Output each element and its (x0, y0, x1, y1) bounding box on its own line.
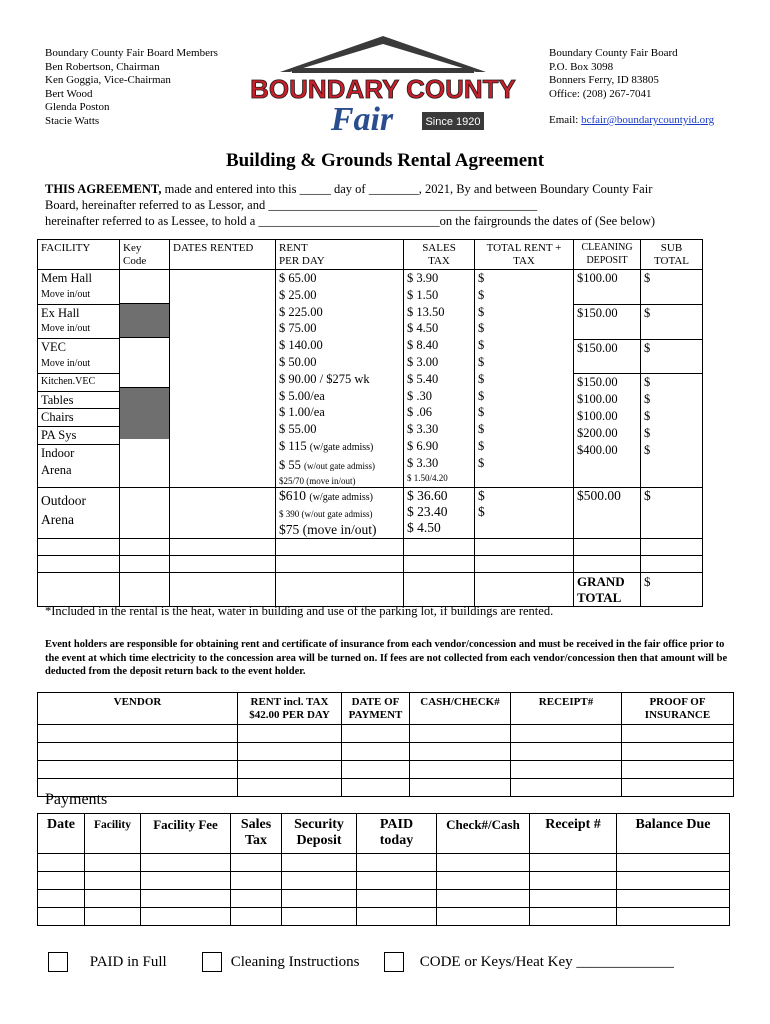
tax-value: $ 5.40 (407, 371, 439, 386)
facility-name: Ex Hall (38, 304, 119, 322)
grand-total-row (38, 572, 703, 606)
facility-name: Arena (41, 511, 74, 527)
paid-in-full-label: PAID in Full (89, 953, 167, 970)
col-cleaning: CLEANING DEPOSIT (574, 240, 641, 270)
facility-name: PA Sys (38, 426, 119, 444)
table-row[interactable] (38, 890, 730, 908)
col-total: TOTAL RENT + TAX (475, 240, 574, 270)
table-row[interactable] (38, 743, 734, 761)
key-code-cell[interactable] (120, 270, 170, 488)
logo-title: BOUNDARY COUNTY (250, 74, 516, 104)
facility-name: Mem Hall (41, 271, 93, 285)
agreement-line: hereinafter referred to as Lessee, to hold a _____________________________on the fairgrounds the dates of (See below) (45, 214, 656, 228)
board-members (45, 47, 218, 128)
subtotal-cell[interactable]: $ $ $ $ $ $ $ $ (641, 270, 703, 488)
vendor-notice: Event holders are responsible for obtaining rent and certificate of insurance from each vendor/concession and must be received in the fair office prior to the event at which time electricity to the concession area will be turned on. If fees are not collected from each vendor/concession then that amount will be deducted from the deposit return back to the event holder. (45, 639, 728, 677)
member-name: Ken Goggia, Vice-Chairman (45, 74, 171, 86)
grand-total-label: GRAND TOTAL (574, 572, 641, 606)
rent-note: (w/gate admiss) (309, 441, 374, 453)
col-sales-tax: SALES TAX (404, 240, 475, 270)
rent-value: $ 50.00 (279, 354, 317, 369)
tax-value: $ 36.60 (407, 487, 448, 503)
col-proof-insurance: PROOF OF INSURANCE (622, 693, 734, 725)
tax-value: $ 3.30 (407, 455, 439, 470)
tax-value: $ 3.90 (407, 271, 439, 285)
included-note: *Included in the rental is the heat, water in building and use of the parking lot, if buildings are rented. (45, 604, 554, 618)
payments-header-row (38, 814, 730, 854)
col-balance-due: Balance Due (617, 814, 730, 854)
code-keys-option[interactable] (384, 952, 674, 972)
tax-value: $ 1.50 (407, 287, 439, 302)
col-security-deposit: Security Deposit (282, 814, 357, 854)
cleaning-instructions-checkbox[interactable] (202, 952, 222, 972)
facility-name: Move in/out (41, 357, 91, 369)
agreement-line: Board, hereinafter referred to as Lessor, and ___________________________________________ (45, 198, 538, 212)
payments-table (37, 813, 730, 926)
col-vendor: VENDOR (38, 693, 238, 725)
rent-value: $ 1.00/ea (279, 405, 325, 420)
table-row[interactable] (38, 779, 734, 797)
table-row (38, 487, 703, 538)
address-line: Boundary County Fair Board (549, 47, 678, 59)
col-facility: Facility (85, 814, 141, 854)
total-rent-cell[interactable]: $ $ $ $ $ $ $ $ $ $ $ $ (475, 270, 574, 488)
col-date: Date (38, 814, 85, 854)
logo-script: Fair (330, 101, 394, 138)
rent-value: $ 140.00 (279, 338, 323, 353)
board-members-heading: Boundary County Fair Board Members (45, 47, 218, 59)
cleaning-instructions-option[interactable] (202, 952, 359, 972)
vendor-table (37, 692, 734, 797)
rent-value: $ 55 (279, 457, 304, 472)
rent-value: $ 115 (279, 438, 310, 453)
tax-value: $ 1.50/4.20 (407, 472, 448, 483)
member-name: Ben Robertson, Chairman (45, 60, 160, 73)
col-check-cash: Check#/Cash (437, 814, 530, 854)
tax-value: $ 3.30 (407, 422, 439, 437)
col-receipt: Receipt # (530, 814, 617, 854)
logo-since: Since 1920 (425, 116, 481, 128)
facility-name: VEC (38, 338, 119, 356)
col-key-code: Key Code (120, 240, 170, 270)
email-label: Email: (549, 114, 582, 126)
col-rent: RENT PER DAY (276, 240, 404, 270)
board-address (549, 47, 714, 128)
table-row (38, 270, 703, 488)
cleaning-deposit-cell: $100.00 $150.00 $150.00 $150.00 $100.00 $100.00 $200.00 $400.00 (574, 270, 641, 488)
col-paid-today: PAID today (357, 814, 437, 854)
rent-value: $ 55.00 (279, 422, 317, 437)
tax-value: $ .30 (407, 388, 432, 403)
table-row[interactable] (38, 854, 730, 872)
col-rent-tax: RENT incl. TAX $42.00 PER DAY (238, 693, 342, 725)
col-subtotal: SUB TOTAL (641, 240, 703, 270)
facility-name: Move in/out (41, 323, 91, 335)
address-line: P.O. Box 3098 (549, 60, 614, 73)
table-row[interactable] (38, 725, 734, 743)
tax-value: $ 13.50 (407, 304, 445, 319)
member-name: Bert Wood (45, 87, 93, 100)
rent-note: (w/out gate admiss) (304, 460, 375, 471)
tax-value: $ 4.50 (407, 519, 441, 535)
rent-value: $ 90.00 / $275 wk (279, 371, 370, 386)
facility-name: Kitchen.VEC (38, 373, 119, 391)
rent-value: $ 5.00/ea (279, 388, 325, 403)
col-sales-tax: Sales Tax (231, 814, 282, 854)
table-row[interactable] (38, 555, 703, 572)
key-code-cell[interactable] (120, 487, 170, 538)
tax-value: $ 3.00 (407, 354, 439, 369)
total-rent-cell[interactable]: $ $ (475, 487, 574, 538)
facility-name: Indoor (38, 444, 119, 462)
cleaning-instructions-label: Cleaning Instructions (230, 953, 360, 970)
col-receipt: RECEIPT# (511, 693, 622, 725)
agreement-text (45, 181, 735, 229)
member-name: Stacie Watts (45, 114, 100, 127)
rent-value: $ 75.00 (279, 321, 317, 336)
code-keys-label: CODE or Keys/Heat Key _____________ (419, 953, 674, 970)
member-name: Glenda Poston (45, 101, 110, 113)
col-facility: FACILITY (38, 240, 120, 270)
col-facility-fee: Facility Fee (141, 814, 231, 854)
rent-note: $25/70 (move in/out) (279, 475, 356, 486)
tax-value: $ 8.40 (407, 338, 439, 353)
facility-name: Arena (41, 462, 72, 477)
code-keys-checkbox[interactable] (384, 952, 404, 972)
rent-value: $610 (279, 487, 310, 503)
rent-value: $ 65.00 (279, 271, 317, 285)
subtotal-cell[interactable]: $ (641, 487, 703, 538)
rent-value: $ 225.00 (279, 304, 323, 319)
address-line: Bonners Ferry, ID 83805 (549, 74, 659, 86)
col-dates: DATES RENTED (170, 240, 276, 270)
email-line (549, 114, 714, 128)
payments-title: Payments (45, 791, 108, 808)
fair-logo (250, 32, 516, 138)
facility-name: Chairs (38, 408, 119, 426)
paid-in-full-checkbox[interactable] (48, 952, 68, 972)
dates-rented-cell[interactable] (170, 487, 276, 538)
rent-value: $ 25.00 (279, 287, 317, 302)
agreement-line: made and entered into this _____ day of ________, 2021, By and between Boundary County Fair (161, 182, 653, 196)
col-cash-check: CASH/CHECK# (410, 693, 511, 725)
cleaning-deposit-cell: $500.00 (574, 487, 641, 538)
table-row[interactable] (38, 872, 730, 890)
phone-line: Office: (208) 267-7041 (549, 87, 652, 100)
rental-header-row (38, 240, 703, 270)
agreement-lead: THIS AGREEMENT, (45, 182, 162, 196)
rent-note: $ 390 (w/out gate admiss) (279, 508, 373, 519)
facility-name: Outdoor (41, 492, 86, 508)
facility-name: Move in/out (41, 288, 91, 300)
paid-in-full-option[interactable] (48, 952, 167, 972)
rent-value: $75 (move in/out) (279, 521, 377, 537)
grand-total-value[interactable]: $ (641, 572, 703, 606)
table-row[interactable] (38, 908, 730, 926)
tax-value: $ .06 (407, 405, 432, 420)
rent-note: (w/gate admiss) (309, 491, 373, 503)
tax-value: $ 4.50 (407, 321, 439, 336)
facility-name: Tables (38, 391, 119, 409)
rental-table (37, 239, 703, 607)
page-title: Building & Grounds Rental Agreement (225, 150, 545, 171)
tax-value: $ 6.90 (407, 438, 439, 453)
dates-rented-cell[interactable] (170, 270, 276, 488)
email-link[interactable]: bcfair@boundarycountyid.org (581, 114, 715, 126)
table-row[interactable] (38, 538, 703, 555)
vendor-header-row (38, 693, 734, 725)
table-row[interactable] (38, 761, 734, 779)
tax-value: $ 23.40 (407, 503, 448, 519)
col-date-payment: DATE OF PAYMENT (342, 693, 410, 725)
